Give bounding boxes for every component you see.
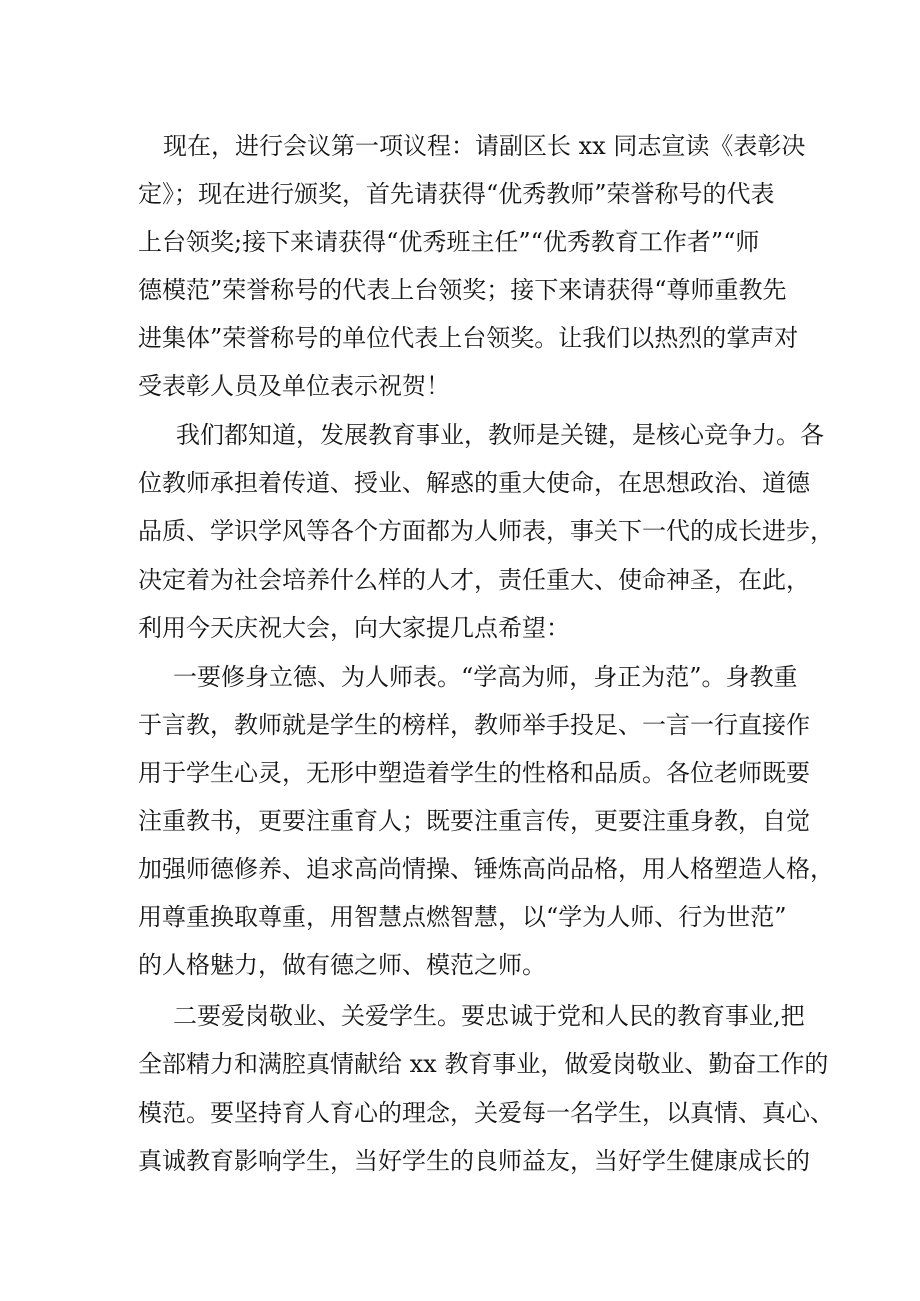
text-line: 用尊重换取尊重，用智慧点燃智慧，以“学为人师、行为世范” [138,903,787,931]
text-line: 真诚教育影响学生，当好学生的良师益友，当好学生健康成长的 [138,1147,810,1175]
text-line: 决定着为社会培养什么样的人才，责任重大、使命神圣，在此， [138,566,810,594]
text-line: 德模范”荣誉称号的代表上台领奖；接下来请获得“尊师重教先 [138,276,787,304]
text-line: 受表彰人员及单位表示祝贺！ [138,372,450,400]
text-line: 用于学生心灵，无形中塑造着学生的性格和品质。各位老师既要 [138,759,810,787]
text-line: 二要爱岗敬业、关爱学生。要忠诚于党和人民的教育事业,把 [173,1002,805,1030]
text-line: 的人格魅力，做有德之师、模范之师。 [138,951,546,979]
text-line: 模范。要坚持育人育心的理念，关爱每一名学生，以真情、真心、 [138,1099,834,1127]
text-line: 品质、学识学风等各个方面都为人师表，事关下一代的成长进步， [138,517,834,545]
text-line: 注重教书，更要注重育人；既要注重言传，更要注重身教，自觉 [138,807,810,835]
text-line: 我们都知道，发展教育事业，教师是关键，是核心竞争力。各 [176,421,824,449]
text-line: 上台领奖;接下来请获得“优秀班主任”“优秀教育工作者”“师 [138,228,760,256]
text-line: 加强师德修养、追求高尚情操、锤炼高尚品格，用人格塑造人格， [138,855,834,883]
text-line: 现在，进行会议第一项议程：请副区长 xx 同志宣读《表彰决 [163,132,806,160]
text-line: 定》；现在进行颁奖，首先请获得“优秀教师”荣誉称号的代表 [138,180,775,208]
text-line: 位教师承担着传道、授业、解惑的重大使命，在思想政治、道德 [138,469,810,497]
text-line: 于言教，教师就是学生的榜样，教师举手投足、一言一行直接作 [138,711,810,739]
text-line: 全部精力和满腔真情献给 xx 教育事业，做爱岗敬业、勤奋工作的 [138,1050,829,1078]
text-line: 一要修身立德、为人师表。“学高为师，身正为范”。身教重 [173,663,798,691]
text-line: 进集体”荣誉称号的单位代表上台领奖。让我们以热烈的掌声对 [138,324,799,352]
text-line: 利用今天庆祝大会，向大家提几点希望： [138,614,570,642]
